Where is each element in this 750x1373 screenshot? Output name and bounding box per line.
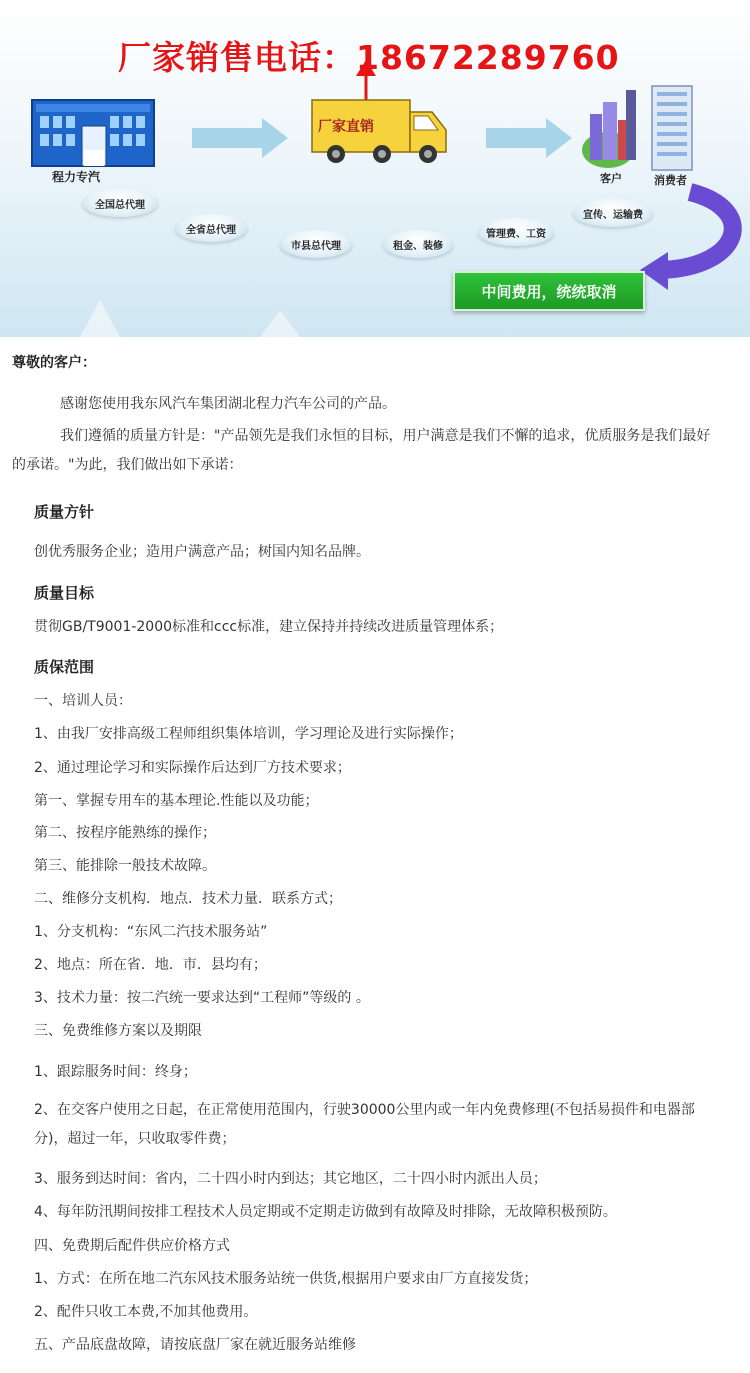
list-item: 1、由我厂安排高级工程师组织集体培训，学习理论及进行实际操作； [34,726,463,742]
list-item: 1、跟踪服务时间：终身； [34,1064,197,1080]
return-arrow-icon [640,192,733,290]
list-item: 1、分支机构：“东风二汽技术服务站” [34,924,268,940]
list-item: 四、免费期后配件供应价格方式 [34,1238,230,1254]
flow-arrow-icon-2 [486,118,572,158]
result-box: 中间费用，统统取消 [453,271,645,311]
quality-goal-text: 贯彻GB/T9001-2000标准和ccc标准，建立保持并持续改进质量管理体系； [34,619,504,635]
heading-quality-goal: 质量目标 [34,584,95,602]
consumer-label: 消费者 [654,174,687,187]
list-item: 二、维修分支机构．地点．技术力量．联系方式； [34,891,342,907]
list-item: 4、每年防汛期间按排工程技术人员定期或不定期走访做到有故障及时排除，无故障积极预防。 [34,1204,617,1220]
list-item: 第二、按程序能熟练的操作； [34,825,216,841]
cost-bubble-national: 全国总代理 [82,189,158,217]
list-item: 3、服务到达时间：省内，二十四小时内到达；其它地区，二十四小时内派出人员； [34,1171,547,1187]
heading-warranty-scope: 质保范围 [34,658,95,676]
list-item: 1、方式：在所在地二汽东风技术服务站统一供货,根据用户要求由厂方直接发货； [34,1271,538,1287]
cost-bubble-transport: 宣传、运输费 [573,199,653,227]
intro-paragraph: 感谢您使用我东风汽车集团湖北程力汽车公司的产品。 [60,396,396,412]
list-item: 2、配件只收工本费,不加其他费用。 [34,1304,258,1320]
list-item: 2、在交客户使用之日起，在正常使用范围内，行驶30000公里内或一年内免费修理(不包括易损件和电器部分)，超过一年，只收取零件费； [34,1102,695,1147]
list-item: 一、培训人员： [34,693,132,709]
sales-phone-title: 厂家销售电话：18672289760 [118,38,620,77]
quality-policy-text: 创优秀服务企业；造用户满意产品；树国内知名品牌。 [34,544,370,560]
cost-bubble-province: 全省总代理 [175,214,247,242]
list-item: 2、地点：所在省．地．市．县均有； [34,957,267,973]
heading-quality-policy: 质量方针 [34,503,95,521]
sales-banner [0,0,750,337]
list-item: 3、技术力量：按二汽统一要求达到“工程师”等级的 。 [34,990,370,1006]
salutation: 尊敬的客户： [12,355,96,371]
cost-bubble-management: 管理费、工资 [478,218,554,246]
customer-label: 客户 [600,172,622,185]
factory-label: 程力专汽 [52,170,101,184]
cost-bubble-rent: 租金、装修 [383,230,453,258]
factory-building-icon [32,100,154,166]
list-item: 第一、掌握专用车的基本理论.性能以及功能； [34,793,319,809]
list-item: 三、免费维修方案以及期限 [34,1023,202,1039]
truck-label: 厂家直销 [318,119,374,135]
commitment-paragraph: 我们遵循的质量方针是："产品领先是我们永恒的目标，用户满意是我们不懈的追求，优质服务是我们最好的承诺。"为此，我们做出如下承诺： [12,428,711,473]
list-item: 五、产品底盘故障，请按底盘厂家在就近服务站维修 [34,1337,356,1353]
city-icon [582,86,692,170]
cost-bubble-city: 市县总代理 [280,230,352,258]
list-item: 2、通过理论学习和实际操作后达到厂方技术要求； [34,760,351,776]
flow-arrow-icon [192,118,288,158]
list-item: 第三、能排除一般技术故障。 [34,858,216,874]
